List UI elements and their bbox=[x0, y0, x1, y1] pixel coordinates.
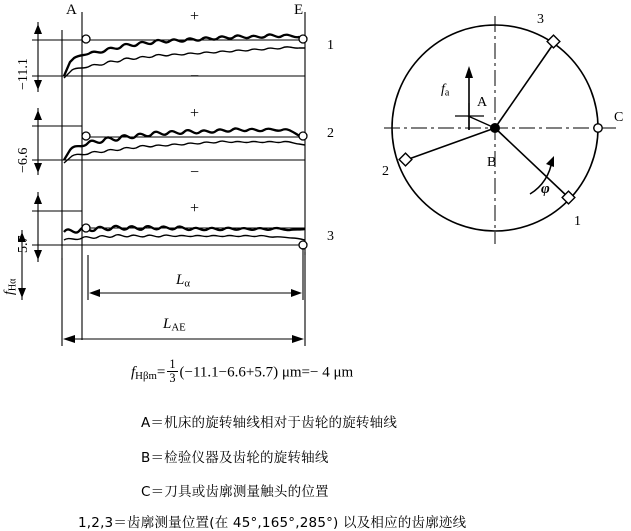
deviation-value-1: −11.1 bbox=[16, 58, 31, 90]
arrow-LAE-right bbox=[292, 335, 304, 343]
radius-line-1 bbox=[495, 128, 569, 198]
plus-sign-3: + bbox=[190, 200, 200, 217]
formula-unit-1: μm bbox=[281, 364, 302, 381]
arrow-up-1 bbox=[34, 24, 42, 34]
arrow-up-2 bbox=[34, 110, 42, 120]
arrow-down-3 bbox=[34, 250, 42, 260]
trace-number-1: 1 bbox=[327, 38, 334, 53]
marker-point-C bbox=[594, 124, 602, 132]
axis-label-fHalpha-main: f bbox=[2, 291, 17, 295]
legend-line-B: B＝检验仪器及齿轮的旋转轴线 bbox=[141, 450, 329, 466]
node-3-right bbox=[299, 241, 307, 249]
length-label-Lalpha-main: L bbox=[176, 272, 185, 288]
formula-eq1: = bbox=[156, 364, 166, 381]
node-2-right bbox=[299, 132, 307, 140]
axis-label-fHalpha-sub: Hα bbox=[7, 278, 19, 292]
trace-number-3: 3 bbox=[327, 229, 334, 244]
formula-fraction bbox=[167, 358, 177, 385]
radius-line-3 bbox=[495, 43, 554, 128]
label-A: A bbox=[66, 2, 77, 18]
vector-fa-line bbox=[468, 116, 495, 128]
formula-fraction-denominator: 3 bbox=[169, 370, 176, 385]
radius-line-2 bbox=[406, 128, 495, 160]
node-1-left bbox=[82, 35, 90, 43]
marker-point-2 bbox=[399, 153, 412, 166]
arrow-LAE-left bbox=[63, 335, 75, 343]
vector-fa-arrowhead bbox=[465, 66, 473, 78]
formula-expression: (−11.1−6.6+5.7) bbox=[179, 364, 279, 381]
formula-lhs: f bbox=[131, 364, 136, 381]
arrow-up-3 bbox=[34, 194, 42, 204]
legend-line-A: A＝机床的旋转轴线相对于齿轮的旋转轴线 bbox=[141, 415, 398, 431]
formula-eq2: = bbox=[301, 364, 310, 381]
vector-label-fa bbox=[441, 82, 449, 99]
trace-number-2: 2 bbox=[327, 126, 334, 141]
angle-label-phi: φ bbox=[541, 181, 550, 197]
arrow-Lalpha-left bbox=[89, 289, 100, 297]
arrow-down-2 bbox=[34, 163, 42, 173]
right-diagram bbox=[380, 8, 630, 258]
deviation-value-3: 5.7 bbox=[16, 235, 31, 253]
length-label-Lalpha-sub: α bbox=[184, 277, 191, 290]
length-label-Lalpha bbox=[176, 272, 190, 290]
arrow-down-1 bbox=[34, 80, 42, 90]
minus-sign-1: − bbox=[190, 68, 200, 85]
angle-arc-arrowhead bbox=[546, 156, 554, 167]
formula-fHbm bbox=[131, 358, 353, 385]
label-E: E bbox=[294, 2, 304, 18]
node-1-right bbox=[299, 35, 307, 43]
point-label-B: B bbox=[487, 155, 497, 170]
point-label-2: 2 bbox=[382, 164, 389, 179]
formula-result: − 4 bbox=[310, 364, 330, 381]
arrow-fHa-down bbox=[18, 288, 26, 298]
vector-label-fa-main: f bbox=[441, 82, 445, 97]
node-3-left bbox=[82, 224, 90, 232]
point-label-3: 3 bbox=[537, 12, 544, 27]
formula-lhs-sub: Hβm bbox=[135, 370, 157, 383]
left-diagram bbox=[0, 0, 360, 360]
length-label-LAE-main: L bbox=[163, 316, 172, 332]
trace-curve-3 bbox=[64, 226, 305, 233]
plus-sign-2: + bbox=[190, 105, 200, 122]
arrow-Lalpha-right bbox=[291, 289, 302, 297]
point-label-1: 1 bbox=[574, 214, 581, 229]
point-label-A: A bbox=[477, 95, 488, 110]
point-label-C: C bbox=[614, 110, 624, 125]
formula-unit-2: μm bbox=[333, 364, 354, 381]
formula-fraction-numerator: 1 bbox=[169, 357, 176, 371]
deviation-value-2: −6.6 bbox=[16, 147, 31, 173]
legend-line-C: C＝刀具或齿廓测量触头的位置 bbox=[141, 484, 329, 500]
node-2-left bbox=[82, 132, 90, 140]
axis-label-fHalpha bbox=[2, 279, 19, 295]
plus-sign-1: + bbox=[190, 8, 200, 25]
minus-sign-2: − bbox=[190, 164, 200, 181]
legend-line-123: 1,2,3＝齿廓测量位置(在 45°,165°,285°) 以及相应的齿廓迹线 bbox=[78, 515, 467, 531]
trace-curve-3b bbox=[64, 235, 305, 240]
vector-label-fa-sub: a bbox=[444, 87, 450, 99]
length-label-LAE bbox=[163, 316, 186, 334]
length-label-LAE-sub: AE bbox=[171, 321, 186, 334]
